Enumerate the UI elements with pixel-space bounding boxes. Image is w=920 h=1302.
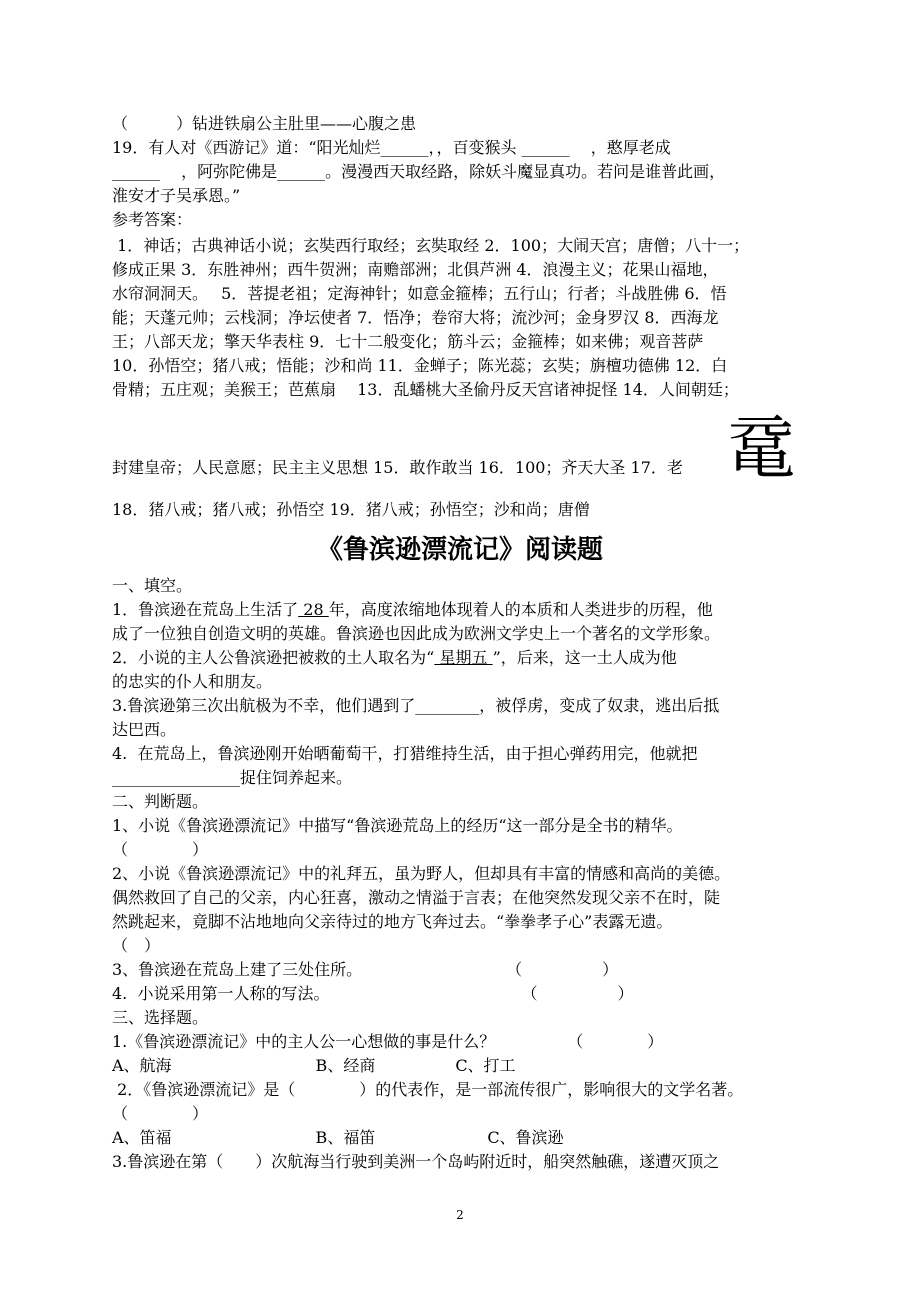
choice-heading: 三、选择题。 — [112, 1008, 209, 1027]
answer-heading: 参考答案： — [112, 210, 193, 229]
fill-heading: 一、填空。 — [112, 576, 193, 595]
judge-question-2-cont: 然跳起来，竟脚不沾地地向父亲待过的地方飞奔过去。“拳拳孝子心”表露无遗。 — [112, 912, 673, 931]
choice-question-3: 3.鲁滨逊在第（ ）次航海当行驶到美洲一个岛屿附近时，船突然触礁，遂遭灭顶之 — [112, 1152, 720, 1171]
answer-line: 封建皇帝；人民意愿；民主主义思想 15．敢作敢当 16．100；齐天大圣 17．老 — [112, 458, 683, 477]
judge-question-2: 2、小说《鲁滨逊漂流记》中的礼拜五，虽为野人，但却具有丰富的情感和高尚的美德。 — [112, 864, 731, 883]
answer-blank: 星期五 — [434, 648, 493, 667]
answer-line: 水帘洞洞天。 5．菩提老祖；定海神针；如意金箍棒；五行山；行者；斗战胜佛 6．悟 — [112, 284, 727, 303]
fill-question-2-cont: 的忠实的仆人和朋友。 — [112, 672, 273, 691]
judge-question-3: 3、鲁滨逊在荒岛上建了三处住所。 （ ） — [112, 960, 619, 979]
large-character: 鼋 — [727, 410, 796, 489]
answer-line: 19．有人对《西游记》道：“阳光灿烂______，，百变猴头 ______ ，憨厚老成 — [112, 138, 671, 157]
fill-question-3: 3.鲁滨逊第三次出航极为不幸，他们遇到了________，被俘虏，变成了奴隶，逃出后抵 — [112, 696, 720, 715]
fill-question-1: 1．鲁滨逊在荒岛上生活了 28 年，高度浓缩地体现着人的本质和人类进步的历程，他 — [112, 600, 713, 619]
judge-answer-paren: （ ） — [112, 840, 209, 859]
answer-line: 淮安才子吴承恩。” — [112, 186, 241, 205]
fill-question-1-cont: 成了一位独自创造文明的英雄。鲁滨逊也因此成为欧洲文学史上一个著名的文学形象。 — [112, 624, 721, 643]
fill-question-2: 2．小说的主人公鲁滨逊把被救的土人取名为“ 星期五 ”，后来，这一土人成为他 — [112, 648, 677, 667]
answer-line: 修成正果 3．东胜神州；西牛贺洲；南赡部洲；北俱芦洲 4．浪漫主义；花果山福地， — [112, 260, 719, 279]
page-number: 2 — [456, 1208, 464, 1222]
choice-answer-paren: （ ） — [112, 1104, 209, 1123]
answer-line: 10．孙悟空；猪八戒；悟能；沙和尚 11．金蝉子；陈光蕊；玄奘；旃檀功德佛 12．白 — [112, 356, 728, 375]
answer-line: （ ）钻进铁扇公主肚里——心腹之患 — [112, 114, 417, 133]
answer-line: 能；天蓬元帅；云栈洞；净坛使者 7．悟净；卷帘大将；流沙河；金身罗汉 8．西海龙 — [112, 308, 719, 327]
judge-heading: 二、判断题。 — [112, 792, 209, 811]
judge-question-2-cont: 偶然救回了自己的父亲，内心狂喜，激动之情溢于言表；在他突然发现父亲不在时，陡 — [112, 888, 721, 907]
judge-question-1: 1、小说《鲁滨逊漂流记》中描写“鲁滨逊荒岛上的经历“这一部分是全书的精华。 — [112, 816, 683, 835]
choice-options-1: A、航海 B、经商 C、打工 — [112, 1056, 516, 1075]
answer-blank: 28 — [298, 600, 329, 619]
answer-line: 18．猪八戒；猪八戒；孙悟空 19．猪八戒；孙悟空；沙和尚；唐僧 — [112, 500, 590, 519]
section-title: 《鲁滨逊漂流记》阅读题 — [316, 535, 603, 565]
judge-question-4: 4. 小说采用第一人称的写法。 （ ） — [112, 984, 634, 1003]
fill-question-3-cont: 达巴西。 — [112, 720, 177, 739]
answer-line: 1．神话；古典神话小说；玄奘西行取经；玄奘取经 2．100；大闹天宫；唐僧；八十一； — [112, 236, 750, 255]
fill-question-4-cont: ________________捉住饲养起来。 — [112, 768, 353, 787]
answer-line: ______ ，阿弥陀佛是______。漫漫西天取经路，除妖斗魔显真功。若问是谁普此画， — [112, 162, 726, 181]
choice-question-2: 2．《鲁滨逊漂流记》是（ ）的代表作，是一部流传很广，影响很大的文学名著。 — [112, 1080, 744, 1099]
answer-line: 骨精；五庄观；美猴王；芭蕉扇 13．乱蟠桃大圣偷丹反天宫诸神捉怪 14．人间朝廷； — [112, 380, 739, 399]
choice-question-1: 1.《鲁滨逊漂流记》中的主人公一心想做的事是什么？ （ ） — [112, 1032, 664, 1051]
fill-question-4: 4. 在荒岛上，鲁滨逊刚开始晒葡萄干，打猎维持生活，由于担心弹药用完，他就把 — [112, 744, 698, 763]
judge-answer-paren: （ ） — [112, 936, 161, 955]
answer-line: 王；八部天龙；擎天华表柱 9．七十二般变化；筋斗云；金箍棒；如来佛；观音菩萨 — [112, 332, 704, 351]
choice-options-2: A、笛福 B、福笛 C、鲁滨逊 — [112, 1128, 564, 1147]
